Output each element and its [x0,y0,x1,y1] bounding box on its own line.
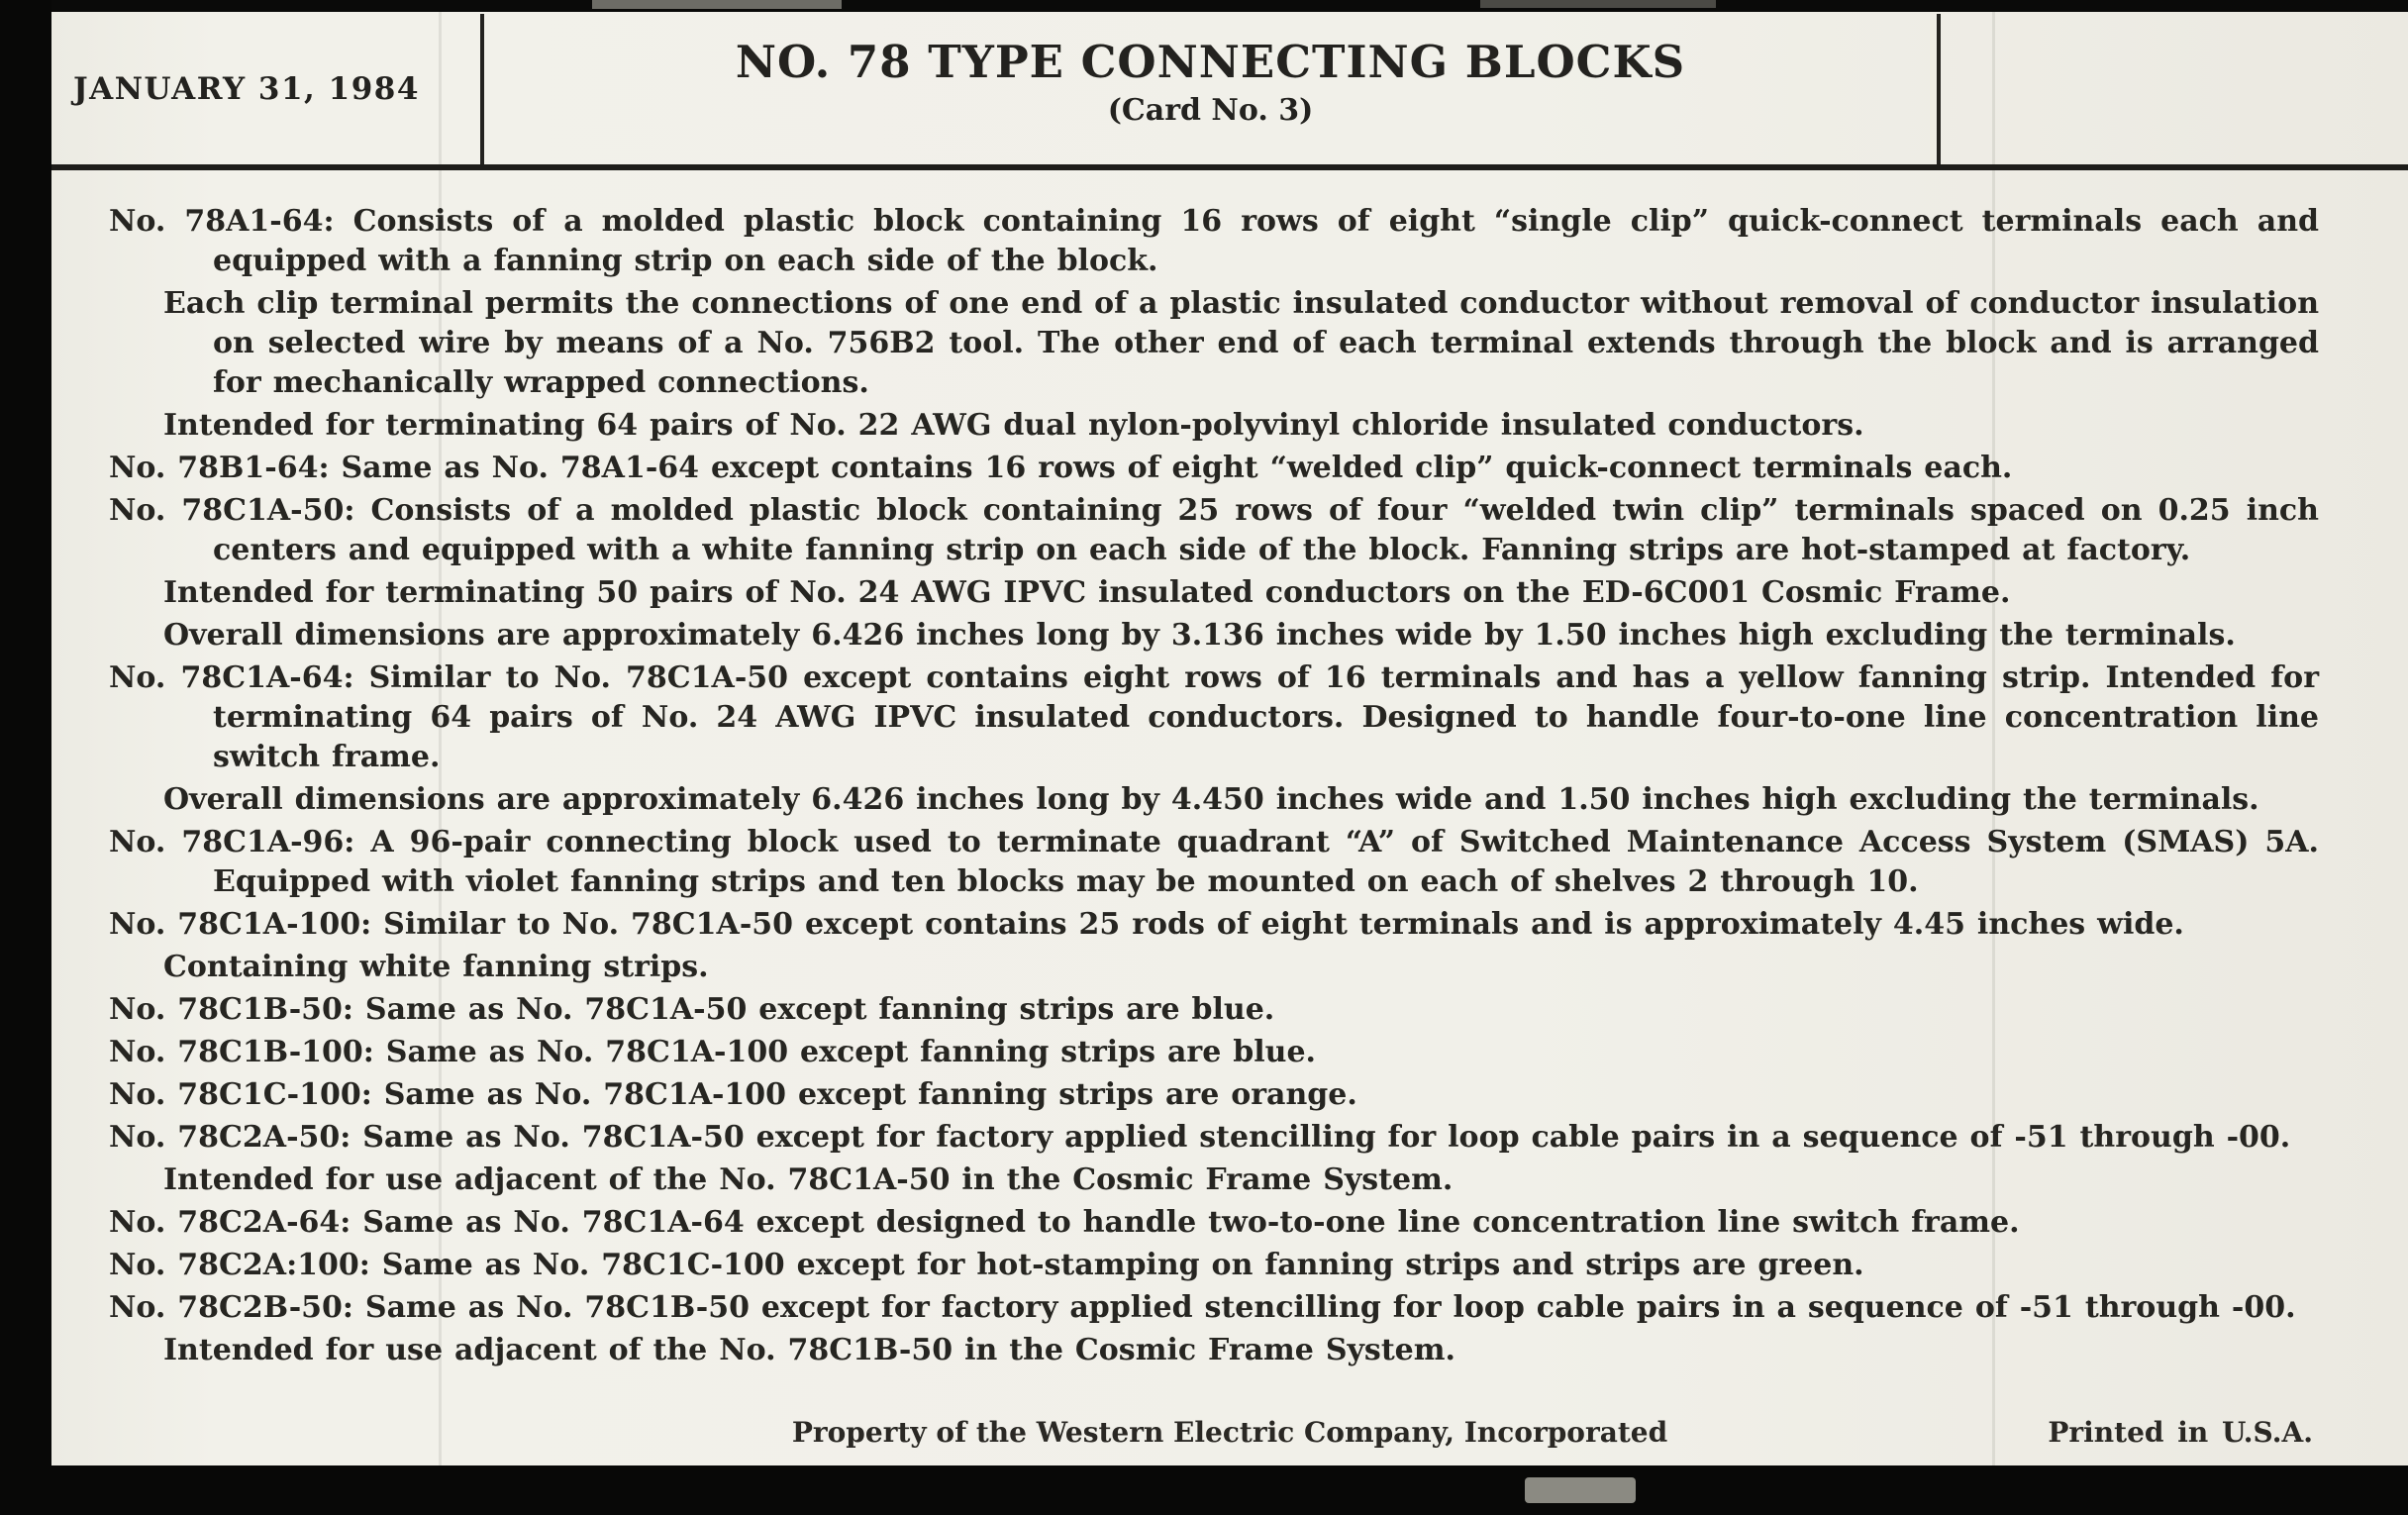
header-rule [51,164,2408,170]
paragraph: No. 78C1A-50: Consists of a molded plastic block containing 25 rows of four “welded twin clip” terminals spaced on 0.25 inch centers and equipped with a white fanning strip on each side of the block. Fanning strips are hot-stamped at factory. [109,493,2319,567]
scan-edge-mark [1480,0,1716,8]
scan-edge-bottom [0,1465,2408,1515]
paragraph: Each clip terminal permits the connections of one end of a plastic insulated conductor without removal of conductor insulation on selected wire by means of a No. 756B2 tool. The other end of each terminal extends through the block and is arranged for mechanically wrapped connections. [163,286,2319,400]
paragraph: No. 78C2B-50: Same as No. 78C1B-50 except for factory applied stencilling for loop cable pairs in a sequence of -51 through -00. [109,1290,2296,1325]
paragraph: Intended for terminating 50 pairs of No. 24 AWG IPVC insulated conductors on the ED-6C001 Cosmic Frame. [163,575,2011,610]
scan-edge-mark [1525,1477,1636,1503]
scan-edge-mark [592,0,842,9]
scan-edge-top [0,0,2408,12]
printed-notice: Printed in U.S.A. [2048,1416,2313,1449]
paragraph: Intended for use adjacent of the No. 78C1B-50 in the Cosmic Frame System. [163,1333,1455,1367]
paragraph: No. 78B1-64: Same as No. 78A1-64 except contains 16 rows of eight “welded clip” quick-connect terminals each. [109,451,2013,485]
paragraph: No. 78C1A-64: Similar to No. 78C1A-50 except contains eight rows of 16 terminals and has a yellow fanning strip. Intended for terminating 64 pairs of No. 24 AWG IPVC insulated conductors. Designed to handle four-to-one line concentration line switch frame. [109,660,2319,774]
paragraph: Overall dimensions are approximately 6.426 inches long by 4.450 inches wide and 1.50 inches high excluding the terminals. [163,782,2259,817]
scan-edge-left [0,0,51,1515]
paragraph: Containing white fanning strips. [163,950,709,984]
title-block [484,38,1937,128]
paragraph: No. 78C2A-64: Same as No. 78C1A-64 except designed to handle two-to-one line concentration line switch frame. [109,1205,2020,1240]
card-paper [51,10,2408,1465]
paragraph: No. 78C2A-50: Same as No. 78C1A-50 except for factory applied stencilling for loop cable pairs in a sequence of -51 through -00. [109,1120,2291,1155]
document-date: JANUARY 31, 1984 [73,71,420,107]
paragraph: Overall dimensions are approximately 6.426 inches long by 3.136 inches wide by 1.50 inches high excluding the terminals. [163,618,2236,653]
paragraph: Intended for use adjacent of the No. 78C1A-50 in the Cosmic Frame System. [163,1162,1454,1197]
paragraph: No. 78C1A-100: Similar to No. 78C1A-50 except contains 25 rods of eight terminals and is approximately 4.45 inches wide. [109,907,2184,942]
property-notice: Property of the Western Electric Company, Incorporated [791,1416,1668,1449]
header-divider-right [1937,14,1941,164]
paragraph: No. 78C1B-50: Same as No. 78C1A-50 except fanning strips are blue. [109,992,1275,1027]
paragraph: No. 78C1A-96: A 96-pair connecting block used to terminate quadrant “A” of Switched Maintenance Access System (SMAS) 5A. Equipped with violet fanning strips and ten blocks may be mounted on each of shelves 2 through 10. [109,825,2319,899]
paragraph: Intended for terminating 64 pairs of No. 22 AWG dual nylon-polyvinyl chloride insulated conductors. [163,408,1864,443]
paragraph: No. 78C1B-100: Same as No. 78C1A-100 except fanning strips are blue. [109,1035,1316,1069]
paragraph: No. 78C1C-100: Same as No. 78C1A-100 except fanning strips are orange. [109,1077,1357,1112]
paragraph: No. 78A1-64: Consists of a molded plastic block containing 16 rows of eight “single clip” quick-connect terminals each and equipped with a fanning strip on each side of the block. [109,204,2319,278]
card-footer [51,1416,2408,1464]
page-title: NO. 78 TYPE CONNECTING BLOCKS [735,36,1686,88]
card-header [51,10,2408,166]
page-subtitle: (Card No. 3) [1107,92,1314,128]
card-body [109,202,2319,1373]
paragraph: No. 78C2A:100: Same as No. 78C1C-100 except for hot-stamping on fanning strips and strips are green. [109,1248,1864,1282]
